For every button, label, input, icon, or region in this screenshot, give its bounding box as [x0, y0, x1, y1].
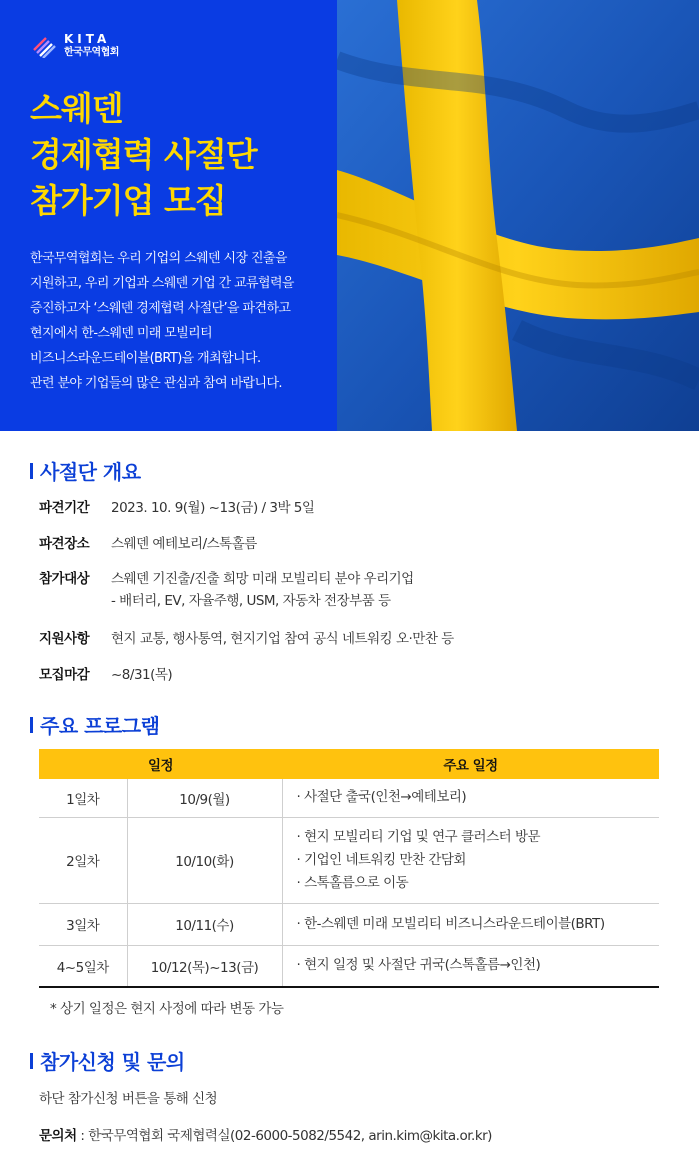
- cell-items: [282, 779, 659, 817]
- overview-row-target: [39, 567, 414, 609]
- cell-items: [282, 817, 659, 903]
- cell-date: 10/11(수): [127, 903, 282, 945]
- page-title: [30, 86, 257, 224]
- header-main-schedule: 주요 일정: [282, 749, 659, 779]
- cell-items: [282, 945, 659, 987]
- cell-day: 1일차: [39, 779, 127, 817]
- apply-method: 하단 참가신청 버튼을 통해 신청: [39, 1091, 218, 1107]
- apply-heading: [30, 1046, 185, 1075]
- schedule-item: · 현지 모빌리티 기업 및 연구 클러스터 방문: [296, 828, 541, 845]
- kita-logo: [32, 30, 119, 60]
- table-row: [39, 945, 659, 987]
- cell-date: 10/12(목)~13(금): [127, 945, 282, 987]
- schedule-item: · 사절단 출국(인천→예테보리): [296, 789, 467, 806]
- header-schedule: 일정: [39, 749, 282, 779]
- schedule-item: · 현지 일정 및 사절단 귀국(스톡홀름→인천): [296, 957, 541, 974]
- table-row: [39, 817, 659, 903]
- overview-heading: [30, 456, 141, 485]
- swedish-flag-image: [337, 0, 699, 431]
- overview-heading-text: 사절단 개요: [40, 460, 141, 484]
- overview-row-period: [39, 496, 314, 516]
- schedule-item: · 기업인 네트워킹 만찬 간담회: [296, 851, 466, 868]
- cell-day: 2일차: [39, 817, 127, 903]
- row-label: 파견장소: [39, 536, 90, 552]
- row-label: 참가대상: [39, 571, 90, 587]
- schedule-note: * 상기 일정은 현지 사정에 따라 변동 가능: [50, 1001, 284, 1017]
- overview-row-deadline: [39, 663, 172, 683]
- cell-day: 3일차: [39, 903, 127, 945]
- description-line: 현지에서 한-스웨덴 미래 모빌리티: [30, 326, 213, 341]
- overview-row-location: [39, 532, 257, 552]
- table-header-row: [39, 749, 659, 779]
- contact-label: 문의처: [39, 1128, 77, 1144]
- row-subvalue: - 배터리, EV, 자율주행, USM, 자동차 전장부품 등: [111, 593, 391, 609]
- cell-day: 4~5일차: [39, 945, 127, 987]
- description-line: 증진하고자 ‘스웨덴 경제협력 사절단’을 파견하고: [30, 301, 291, 316]
- row-label: 지원사항: [39, 631, 90, 647]
- title-line: 스웨덴: [30, 89, 123, 128]
- description-line: 관련 분야 기업들의 많은 관심과 참여 바랍니다.: [30, 376, 282, 391]
- apply-heading-text: 참가신청 및 문의: [40, 1050, 185, 1074]
- cell-date: 10/9(월): [127, 779, 282, 817]
- heading-bar: [30, 717, 33, 733]
- logo-korean-text: 한국무역협회: [64, 46, 119, 58]
- row-value: 스웨덴 예테보리/스톡홀름: [111, 536, 257, 552]
- description-line: 한국무역협회는 우리 기업의 스웨덴 시장 진출을: [30, 251, 287, 266]
- title-line: 참가기업 모집: [30, 181, 226, 220]
- row-value: 2023. 10. 9(월) ~13(금) / 3박 5일: [111, 500, 315, 516]
- contact-info: [39, 1124, 492, 1144]
- cell-items: [282, 903, 659, 945]
- row-value: ~8/31(목): [111, 667, 173, 683]
- heading-bar: [30, 463, 33, 479]
- row-value: 현지 교통, 행사통역, 현지기업 참여 공식 네트워킹 오·만찬 등: [111, 631, 454, 647]
- hero-banner: [0, 0, 699, 431]
- program-heading: [30, 710, 159, 739]
- schedule-item: · 스톡홀름으로 이동: [296, 874, 409, 891]
- contact-value: : 한국무역협회 국제협력실(02-6000-5082/5542, arin.kim@kita.or.kr): [76, 1128, 492, 1144]
- heading-bar: [30, 1053, 33, 1069]
- program-table: [39, 749, 659, 988]
- table-row: [39, 903, 659, 945]
- banner-description: [30, 246, 330, 396]
- schedule-item: · 한-스웨덴 미래 모빌리티 비즈니스라운드테이블(BRT): [296, 915, 605, 932]
- program-heading-text: 주요 프로그램: [40, 714, 160, 738]
- description-line: 지원하고, 우리 기업과 스웨덴 기업 간 교류협력을: [30, 276, 294, 291]
- overview-row-support: [39, 627, 454, 647]
- table-row: [39, 779, 659, 817]
- cell-date: 10/10(화): [127, 817, 282, 903]
- description-line: 비즈니스라운드테이블(BRT)을 개최합니다.: [30, 351, 261, 366]
- logo-kita-text: KITA: [64, 31, 111, 46]
- title-line: 경제협력 사절단: [30, 135, 257, 174]
- kita-logo-icon: [32, 32, 58, 58]
- row-label: 파견기간: [39, 500, 90, 516]
- row-label: 모집마감: [39, 667, 90, 683]
- row-value: 스웨덴 기진출/진출 희망 미래 모빌리티 분야 우리기업: [111, 571, 414, 587]
